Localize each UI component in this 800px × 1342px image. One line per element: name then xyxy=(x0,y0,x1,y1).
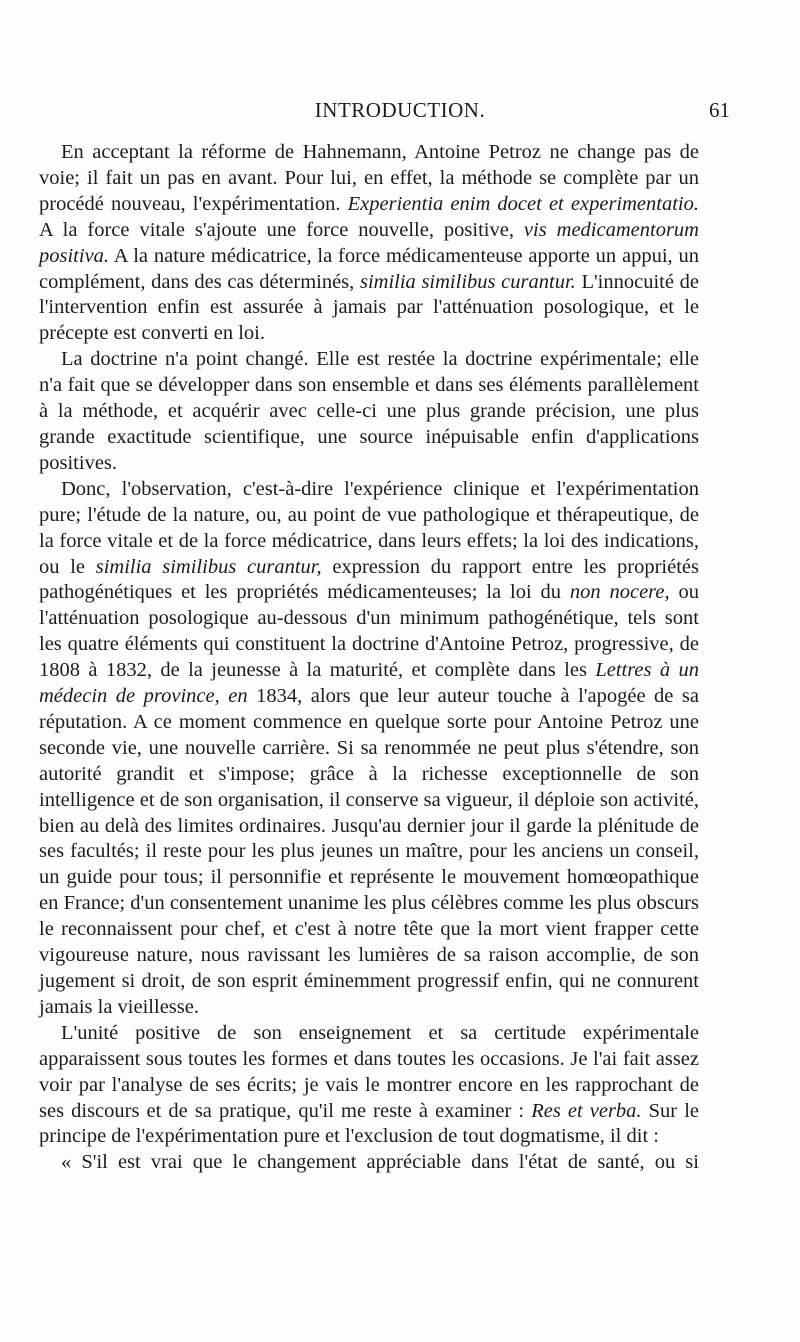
text-segment: L'innocuité de l'intervention enfin est assurée à jamais par l'atténuation posologique, et le précepte est converti en loi. xyxy=(39,270,699,345)
running-title: INTRODUCTION. xyxy=(314,98,486,122)
italic-text: Lettres à un médecin de province, xyxy=(39,659,699,708)
text-segment: expression du rapport entre les propriétés pathogénétiques et les propriétés médicamenteuses; la loi du xyxy=(39,555,699,604)
text-segment: « S'il est vrai que le changement appréciable dans l'état de santé, ou si xyxy=(61,1151,699,1174)
page-number: 61 xyxy=(709,98,730,122)
running-head xyxy=(40,98,760,128)
text-segment: 1834, alors que leur auteur touche à l'apogée de sa réputation. A ce moment commence en quelque sorte pour Antoine Petroz une seconde vie, une nouvelle carrière. Si sa renommée ne peut plus s'étendre, son autorité grandit et s'impose; grâce à la richesse exceptionnelle de son intelligence et de son organisation, il conserve sa vigueur, il déploie son activité, bien au delà des limites ordinaires. Jusqu'au dernier jour il garde la plénitude de ses facultés; il reste pour les plus jeunes un maître, pour les anciens un conseil, un guide pour tous; il personnifie et représente le mouvement homœopathique en France; d'un consentement unanime les plus célèbres comme les plus obscurs le reconnaissent pour chef, et c'est à notre tête que la mort vient frapper cette vigoureuse nature, nous ravissant les lumières de sa raison accomplie, de son jugement si droit, de son esprit éminemment progressif enfin, qui ne connurent jamais la vieillesse. xyxy=(39,685,699,1018)
italic-text: vis medicamentorum positiva. xyxy=(39,218,699,267)
text-segment: ou l'atténuation posologique au-dessous d'un minimum pathogénétique, tels sont les quatre éléments qui constituent la doctrine d'Antoine Petroz, progressive, de 1808 à 1832, de la jeunesse à la maturité, et complète dans les xyxy=(39,581,700,682)
text-segment: Sur le principe de l'expérimentation pure et l'exclusion de tout dogmatisme, il dit : xyxy=(39,1099,699,1148)
italic-text: similia similibus curantur. xyxy=(359,270,576,293)
paragraph xyxy=(39,140,699,347)
paragraph xyxy=(39,477,699,1021)
text-segment: En acceptant la réforme de Hahnemann, Antoine Petroz ne change pas de voie; il fait un pas en avant. Pour lui, en effet, la méthode se complète par un procédé nouveau, l'expérimentation. xyxy=(39,141,699,215)
body-text xyxy=(39,140,699,1176)
italic-text: Res et verba. xyxy=(531,1099,642,1122)
text-segment: La doctrine n'a point changé. Elle est restée la doctrine expérimentale; elle n'a fait que se développer dans son ensemble et dans ses éléments parallèlement à la méthode, et acquérir avec celle-ci une plus grande précision, une plus grande exactitude scientifique, une source inépuisable enfin d'applications positives. xyxy=(39,348,699,474)
paragraph xyxy=(39,1150,699,1176)
text-segment: A la force vitale s'ajoute une force nouvelle, positive, xyxy=(39,218,524,241)
paragraph xyxy=(39,1021,699,1151)
text-segment: A la nature médicatrice, la force médicamenteuse apporte un appui, un complément, dans des cas déterminés, xyxy=(39,244,699,293)
italic-text: en xyxy=(228,685,248,708)
italic-text: Experientia enim docet et experimentatio. xyxy=(347,192,699,215)
text-segment xyxy=(220,685,229,707)
paragraph xyxy=(39,347,699,477)
text-segment: Donc, l'observation, c'est-à-dire l'expérience clinique et l'expérimentation pure; l'étude de la nature, ou, au point de vue pathologique et thérapeutique, de la force vitale et de la force médicatrice, dans leurs effets; la loi des indications, ou le xyxy=(39,477,699,578)
italic-text: similia similibus curantur, xyxy=(95,555,322,578)
italic-text: non nocere, xyxy=(569,581,670,604)
text-segment: L'unité positive de son enseignement et sa certitude expérimentale apparaissent sous toutes les formes et dans toutes les occasions. Je l'ai fait assez voir par l'analyse de ses écrits; je vais le montrer encore en les rapprochant de ses discours et de sa pratique, qu'il me reste à examiner : xyxy=(39,1021,699,1122)
